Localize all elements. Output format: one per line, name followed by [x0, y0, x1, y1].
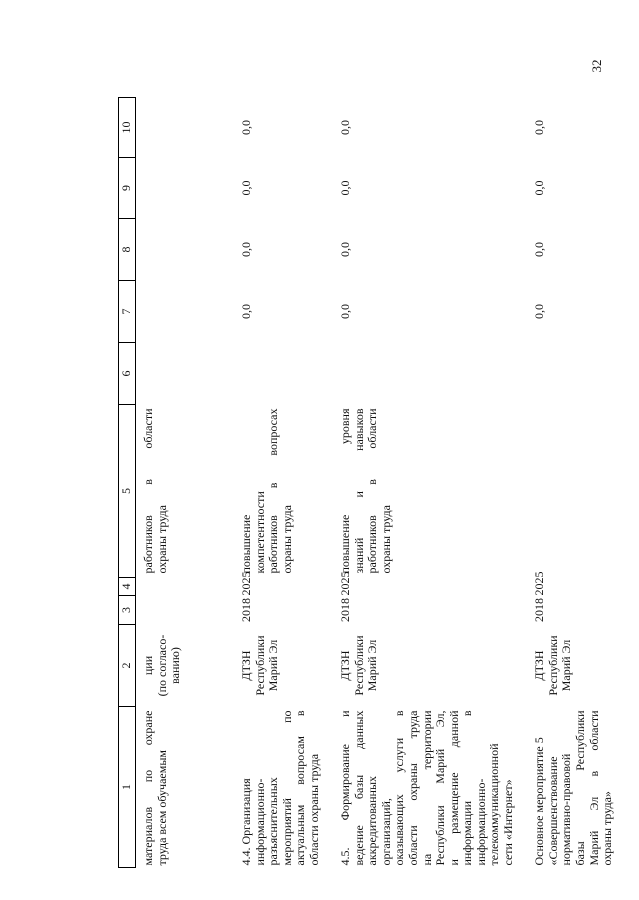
- value-cell: 0,0: [532, 304, 547, 319]
- col-header-2: 2: [119, 625, 136, 707]
- executor-cell: ции (по согласо- ванию): [141, 634, 183, 697]
- measure-name-cell: 4.5. Формирование и ведение базы данных аккредитованных организаций, оказывающих услуги в области охраны труда на территории Республики Марий Эл, и размещение данной информации в информационно- телекоммуникационной сети «Интернет»: [338, 710, 515, 866]
- executor-cell: ДТЗН Республики Марий Эл: [239, 635, 281, 696]
- end-year-cell: 2025: [532, 571, 547, 596]
- header-row: [119, 98, 136, 868]
- result-cell: работников в области охраны труда: [141, 408, 169, 574]
- value-cell: 0,0: [239, 242, 253, 257]
- col-header-8: 8: [119, 219, 136, 281]
- end-year-cell: 2025: [338, 571, 353, 596]
- value-cell: [136, 281, 223, 343]
- col-header-1: 1: [119, 707, 136, 868]
- col-header-4: 4: [119, 578, 136, 596]
- start-year-cell: 2018: [532, 598, 547, 622]
- value-cell: 0,0: [239, 120, 253, 135]
- start-year-cell: 2018: [239, 598, 253, 622]
- measures-table: [118, 97, 615, 868]
- value-cell: 0,0: [338, 120, 353, 135]
- table-row: [321, 98, 515, 868]
- measure-name-cell: Основное мероприятие 5 «Совершенствование нормативно-правовой базы Республики Марий Эл в области охраны труда»: [532, 710, 615, 866]
- col-header-9: 9: [119, 158, 136, 219]
- value-cell: 0,0: [239, 304, 253, 319]
- end-year-cell: [136, 578, 223, 596]
- value-cell: 0,0: [338, 180, 353, 196]
- table-row: [136, 98, 223, 868]
- start-year-cell: 2018: [338, 598, 353, 622]
- value-cell: 0,0: [338, 242, 353, 257]
- col-header-3: 3: [119, 596, 136, 625]
- value-cell: 0,0: [338, 304, 353, 319]
- value-cell: [136, 219, 223, 281]
- col-header-5: 5: [119, 405, 136, 578]
- value-cell: 0,0: [532, 242, 547, 257]
- result-cell: повышение компетентности работников в вопросах охраны труда: [239, 408, 294, 574]
- value-cell: 0,0: [532, 120, 547, 135]
- col-header-10: 10: [119, 98, 136, 158]
- value-cell: [136, 343, 223, 405]
- value-cell: [222, 343, 321, 405]
- value-cell: 0,0: [239, 180, 253, 196]
- result-cell: [515, 405, 614, 578]
- value-cell: 0,0: [532, 180, 547, 196]
- start-year-cell: [136, 596, 223, 625]
- rotated-table-sheet: [118, 98, 615, 868]
- measure-name-cell: 4.4. Организация информационно- разъяснительных мероприятий по актуальным вопросам в области охраны труда: [239, 710, 321, 866]
- value-cell: [136, 98, 223, 158]
- result-cell: повышение уровня знаний и навыков работников в области охраны труда: [338, 408, 393, 574]
- col-header-6: 6: [119, 343, 136, 405]
- value-cell: [136, 158, 223, 219]
- end-year-cell: 2025: [239, 571, 253, 596]
- value-cell: [515, 343, 614, 405]
- value-cell: [321, 343, 515, 405]
- table-row: [515, 98, 614, 868]
- col-header-7: 7: [119, 281, 136, 343]
- page-number: 32: [589, 59, 604, 73]
- measure-name-cell: материалов по охране труда всем обучаемым: [141, 710, 169, 866]
- table-row: [222, 98, 321, 868]
- executor-cell: ДТЗН Республики Марий Эл: [338, 635, 380, 696]
- executor-cell: ДТЗН Республики Марий Эл: [532, 635, 574, 696]
